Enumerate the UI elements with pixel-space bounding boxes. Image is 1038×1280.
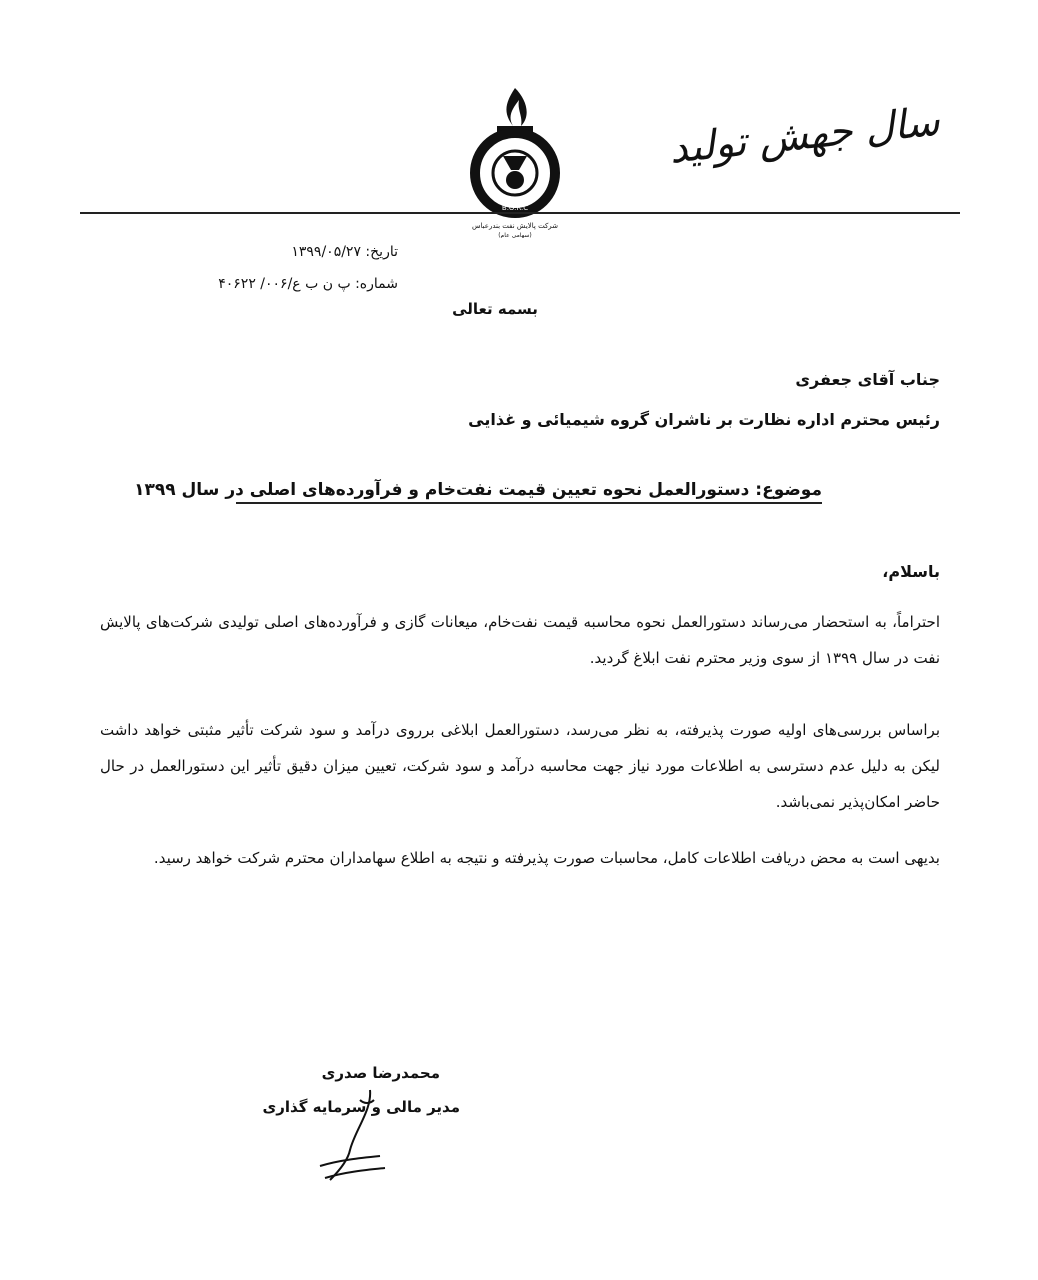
header-divider <box>80 212 960 214</box>
bismillah-heading: بسمه تعالی <box>452 300 538 318</box>
letter-date: تاریخ: ۱۳۹۹/۰۵/۲۷ <box>291 244 398 260</box>
signatory-name: محمدرضا صدری <box>321 1064 440 1082</box>
signatory-title: مدیر مالی و سرمایه گذاری <box>262 1098 460 1116</box>
handwritten-signature <box>300 1070 400 1190</box>
addressee-title: رئیس محترم اداره نظارت بر ناشران گروه شیمیائی و غذایی <box>468 410 940 429</box>
refinery-logo-icon <box>455 78 575 238</box>
slogan: سال جهش تولید <box>667 98 942 173</box>
greeting: باسلام، <box>882 562 940 581</box>
company-logo <box>455 78 575 238</box>
svg-text:B.O.R.C: B.O.R.C <box>501 204 529 212</box>
body-paragraph: بدیهی است به محض دریافت اطلاعات کامل، محاسبات صورت پذیرفته و نتیجه به اطلاع سهامداران محترم شرکت خواهد رسید. <box>153 849 940 867</box>
svg-text:(سهامی عام): (سهامی عام) <box>498 232 532 238</box>
body-paragraph: احتراماً، به استحضار می‌رساند دستورالعمل نحوه محاسبه قیمت نفت‌خام، میعانات گازی و فرآورده‌های اصلی تولیدی شرکت‌های پالایش نفت در سال ۱۳۹۹ از سوی وزیر محترم نفت ابلاغ گردید. <box>100 613 940 667</box>
addressee-name: جناب آقای جعفری <box>795 370 940 389</box>
letter-subject: موضوع: دستورالعمل نحوه تعیین قیمت نفت‌خام و فرآورده‌های اصلی در سال ۱۳۹۹ <box>236 480 822 504</box>
body-paragraph: براساس بررسی‌های اولیه صورت پذیرفته، به نظر می‌رسد، دستورالعمل ابلاغی برروی درآمد و سود شرکت تأثیر مثبتی خواهد داشت لیکن به دلیل عدم دسترسی به اطلاعات مورد نیاز جهت محاسبه درآمد و سود شرکت، تعیین میزان دقیق تأثیر این دستورالعمل در حال حاضر امکان‌پذیر نمی‌باشد. <box>100 721 940 811</box>
letter-number: شماره: پ ن ب ع/۰۰۶/ ۴۰۶۲۲ <box>218 276 398 292</box>
svg-text:شرکت پالایش نفت بندرعباس: شرکت پالایش نفت بندرعباس <box>472 222 558 230</box>
signature-scribble-icon <box>300 1070 400 1190</box>
